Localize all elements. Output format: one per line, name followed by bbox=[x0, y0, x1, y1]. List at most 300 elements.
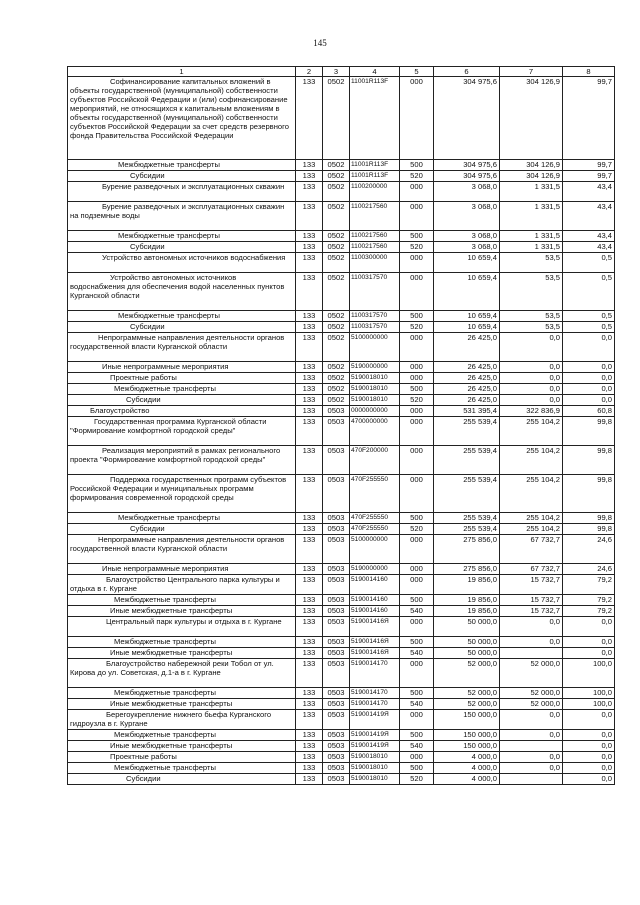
target-article-cell: 519001416Я bbox=[350, 617, 400, 637]
target-article-cell: 5190018010 bbox=[350, 752, 400, 763]
target-article-cell: 11001R113F bbox=[350, 77, 400, 160]
section-code-cell: 0503 bbox=[323, 710, 350, 730]
row-name-cell: Субсидии bbox=[68, 242, 296, 253]
expense-type-cell: 500 bbox=[400, 231, 434, 242]
execution-percent-cell: 0,0 bbox=[563, 741, 615, 752]
chapter-code-cell: 133 bbox=[296, 406, 323, 417]
execution-percent-cell: 99,8 bbox=[563, 446, 615, 475]
executed-amount-cell: 52 000,0 bbox=[500, 659, 563, 688]
chapter-code-cell: 133 bbox=[296, 322, 323, 333]
planned-amount-cell: 255 539,4 bbox=[434, 513, 500, 524]
section-code-cell: 0503 bbox=[323, 752, 350, 763]
chapter-code-cell: 133 bbox=[296, 311, 323, 322]
planned-amount-cell: 19 856,0 bbox=[434, 575, 500, 595]
execution-percent-cell: 0,5 bbox=[563, 322, 615, 333]
section-code-cell: 0502 bbox=[323, 333, 350, 362]
expense-type-cell: 520 bbox=[400, 524, 434, 535]
col-header: 5 bbox=[400, 67, 434, 77]
expense-type-cell: 000 bbox=[400, 475, 434, 513]
executed-amount-cell bbox=[500, 741, 563, 752]
planned-amount-cell: 10 659,4 bbox=[434, 253, 500, 273]
table-row bbox=[68, 659, 615, 688]
chapter-code-cell: 133 bbox=[296, 564, 323, 575]
table-row bbox=[68, 564, 615, 575]
table-row bbox=[68, 730, 615, 741]
execution-percent-cell: 99,8 bbox=[563, 417, 615, 446]
planned-amount-cell: 26 425,0 bbox=[434, 373, 500, 384]
expense-type-cell: 500 bbox=[400, 384, 434, 395]
row-name-cell: Берегоукрепление нижнего бьефа Курганского гидроузла в г. Кургане bbox=[68, 710, 296, 730]
row-name-cell: Иные межбюджетные трансферты bbox=[68, 606, 296, 617]
expense-type-cell: 500 bbox=[400, 763, 434, 774]
executed-amount-cell: 0,0 bbox=[500, 637, 563, 648]
section-code-cell: 0502 bbox=[323, 253, 350, 273]
chapter-code-cell: 133 bbox=[296, 699, 323, 710]
executed-amount-cell: 304 126,9 bbox=[500, 171, 563, 182]
section-code-cell: 0502 bbox=[323, 322, 350, 333]
section-code-cell: 0502 bbox=[323, 182, 350, 202]
section-code-cell: 0503 bbox=[323, 637, 350, 648]
col-header: 1 bbox=[68, 67, 296, 77]
table-row bbox=[68, 362, 615, 373]
target-article-cell: 519001419Я bbox=[350, 730, 400, 741]
executed-amount-cell: 1 331,5 bbox=[500, 231, 563, 242]
executed-amount-cell: 15 732,7 bbox=[500, 575, 563, 595]
section-code-cell: 0503 bbox=[323, 417, 350, 446]
section-code-cell: 0502 bbox=[323, 160, 350, 171]
executed-amount-cell: 0,0 bbox=[500, 617, 563, 637]
planned-amount-cell: 3 068,0 bbox=[434, 242, 500, 253]
table-row bbox=[68, 160, 615, 171]
target-article-cell: 5190018010 bbox=[350, 763, 400, 774]
target-article-cell: 1100317570 bbox=[350, 273, 400, 311]
executed-amount-cell: 255 104,2 bbox=[500, 524, 563, 535]
chapter-code-cell: 133 bbox=[296, 475, 323, 513]
planned-amount-cell: 255 539,4 bbox=[434, 446, 500, 475]
table-row bbox=[68, 311, 615, 322]
table-row bbox=[68, 273, 615, 311]
row-name-cell: Субсидии bbox=[68, 524, 296, 535]
table-row bbox=[68, 406, 615, 417]
target-article-cell: 1100300000 bbox=[350, 253, 400, 273]
chapter-code-cell: 133 bbox=[296, 333, 323, 362]
expense-type-cell: 000 bbox=[400, 659, 434, 688]
expense-type-cell: 540 bbox=[400, 606, 434, 617]
row-name-cell: Поддержка государственных программ субъектов Российской Федерации и муниципальных программ формирования современной городской среды bbox=[68, 475, 296, 513]
section-code-cell: 0503 bbox=[323, 535, 350, 564]
chapter-code-cell: 133 bbox=[296, 160, 323, 171]
row-name-cell: Межбюджетные трансферты bbox=[68, 730, 296, 741]
target-article-cell: 1100217560 bbox=[350, 231, 400, 242]
row-name-cell: Межбюджетные трансферты bbox=[68, 637, 296, 648]
section-code-cell: 0502 bbox=[323, 373, 350, 384]
table-row bbox=[68, 648, 615, 659]
execution-percent-cell: 79,2 bbox=[563, 606, 615, 617]
execution-percent-cell: 43,4 bbox=[563, 231, 615, 242]
execution-percent-cell: 0,0 bbox=[563, 752, 615, 763]
target-article-cell: 5190014170 bbox=[350, 659, 400, 688]
target-article-cell: 519001419Я bbox=[350, 710, 400, 730]
executed-amount-cell: 52 000,0 bbox=[500, 688, 563, 699]
executed-amount-cell: 15 732,7 bbox=[500, 595, 563, 606]
row-name-cell: Устройство автономных источников водоснабжения для обеспечения водой населенных пунктов Курганской области bbox=[68, 273, 296, 311]
chapter-code-cell: 133 bbox=[296, 752, 323, 763]
target-article-cell: 519001416Я bbox=[350, 648, 400, 659]
row-name-cell: Реализация мероприятий в рамках регионального проекта "Формирование комфортной городской среды" bbox=[68, 446, 296, 475]
row-name-cell: Иные непрограммные мероприятия bbox=[68, 362, 296, 373]
chapter-code-cell: 133 bbox=[296, 384, 323, 395]
col-header: 6 bbox=[434, 67, 500, 77]
expense-type-cell: 520 bbox=[400, 242, 434, 253]
section-code-cell: 0503 bbox=[323, 741, 350, 752]
planned-amount-cell: 150 000,0 bbox=[434, 741, 500, 752]
planned-amount-cell: 150 000,0 bbox=[434, 730, 500, 741]
execution-percent-cell: 43,4 bbox=[563, 242, 615, 253]
table-row bbox=[68, 699, 615, 710]
planned-amount-cell: 304 975,6 bbox=[434, 77, 500, 160]
target-article-cell: 470F255550 bbox=[350, 513, 400, 524]
target-article-cell: 519001416Я bbox=[350, 637, 400, 648]
section-code-cell: 0502 bbox=[323, 171, 350, 182]
planned-amount-cell: 50 000,0 bbox=[434, 617, 500, 637]
row-name-cell: Благоустройство bbox=[68, 406, 296, 417]
table-row bbox=[68, 333, 615, 362]
table-row bbox=[68, 524, 615, 535]
planned-amount-cell: 26 425,0 bbox=[434, 362, 500, 373]
chapter-code-cell: 133 bbox=[296, 182, 323, 202]
executed-amount-cell: 67 732,7 bbox=[500, 564, 563, 575]
section-code-cell: 0502 bbox=[323, 311, 350, 322]
execution-percent-cell: 0,0 bbox=[563, 763, 615, 774]
executed-amount-cell: 0,0 bbox=[500, 373, 563, 384]
col-header: 2 bbox=[296, 67, 323, 77]
planned-amount-cell: 26 425,0 bbox=[434, 395, 500, 406]
chapter-code-cell: 133 bbox=[296, 648, 323, 659]
table-row bbox=[68, 688, 615, 699]
target-article-cell: 470F200000 bbox=[350, 446, 400, 475]
chapter-code-cell: 133 bbox=[296, 373, 323, 384]
execution-percent-cell: 100,0 bbox=[563, 659, 615, 688]
executed-amount-cell bbox=[500, 648, 563, 659]
executed-amount-cell: 304 126,9 bbox=[500, 160, 563, 171]
table-row bbox=[68, 446, 615, 475]
target-article-cell: 5190000000 bbox=[350, 564, 400, 575]
section-code-cell: 0503 bbox=[323, 475, 350, 513]
expense-type-cell: 540 bbox=[400, 741, 434, 752]
target-article-cell: 1100217560 bbox=[350, 242, 400, 253]
table-row bbox=[68, 710, 615, 730]
row-name-cell: Благоустройство Центрального парка культуры и отдыха в г. Кургане bbox=[68, 575, 296, 595]
expense-type-cell: 000 bbox=[400, 362, 434, 373]
target-article-cell: 11001R113F bbox=[350, 160, 400, 171]
chapter-code-cell: 133 bbox=[296, 535, 323, 564]
expense-type-cell: 000 bbox=[400, 182, 434, 202]
table-row bbox=[68, 182, 615, 202]
target-article-cell: 11001R113F bbox=[350, 171, 400, 182]
section-code-cell: 0503 bbox=[323, 659, 350, 688]
executed-amount-cell: 0,0 bbox=[500, 763, 563, 774]
planned-amount-cell: 19 856,0 bbox=[434, 595, 500, 606]
row-name-cell: Непрограммные направления деятельности органов государственной власти Курганской области bbox=[68, 333, 296, 362]
planned-amount-cell: 4 000,0 bbox=[434, 774, 500, 785]
executed-amount-cell: 255 104,2 bbox=[500, 446, 563, 475]
chapter-code-cell: 133 bbox=[296, 688, 323, 699]
execution-percent-cell: 0,0 bbox=[563, 362, 615, 373]
row-name-cell: Государственная программа Курганской области "Формирование комфортной городской среды" bbox=[68, 417, 296, 446]
executed-amount-cell: 0,0 bbox=[500, 395, 563, 406]
target-article-cell: 5100000000 bbox=[350, 535, 400, 564]
execution-percent-cell: 99,8 bbox=[563, 524, 615, 535]
section-code-cell: 0503 bbox=[323, 688, 350, 699]
execution-percent-cell: 43,4 bbox=[563, 202, 615, 231]
chapter-code-cell: 133 bbox=[296, 253, 323, 273]
chapter-code-cell: 133 bbox=[296, 446, 323, 475]
target-article-cell: 5190014170 bbox=[350, 699, 400, 710]
expense-type-cell: 500 bbox=[400, 513, 434, 524]
row-name-cell: Субсидии bbox=[68, 322, 296, 333]
section-code-cell: 0503 bbox=[323, 524, 350, 535]
table-row bbox=[68, 606, 615, 617]
row-name-cell: Софинансирование капитальных вложений в объекты государственной (муниципальной) собственности субъектов Российской Федерации и (или) софинансирование мероприятий, не относящихся к капитальным вложениям в объекты государственной (муниципальной) собственности субъектов Российской Федерации за счет средств резервного фонда Правительства Российской Федерации bbox=[68, 77, 296, 160]
planned-amount-cell: 10 659,4 bbox=[434, 273, 500, 311]
row-name-cell: Межбюджетные трансферты bbox=[68, 384, 296, 395]
executed-amount-cell: 0,0 bbox=[500, 333, 563, 362]
page-number: 145 bbox=[313, 38, 327, 48]
table-row bbox=[68, 475, 615, 513]
planned-amount-cell: 275 856,0 bbox=[434, 535, 500, 564]
col-header: 3 bbox=[323, 67, 350, 77]
expense-type-cell: 500 bbox=[400, 637, 434, 648]
section-code-cell: 0502 bbox=[323, 384, 350, 395]
chapter-code-cell: 133 bbox=[296, 710, 323, 730]
planned-amount-cell: 52 000,0 bbox=[434, 699, 500, 710]
executed-amount-cell: 255 104,2 bbox=[500, 513, 563, 524]
planned-amount-cell: 52 000,0 bbox=[434, 688, 500, 699]
planned-amount-cell: 50 000,0 bbox=[434, 637, 500, 648]
execution-percent-cell: 99,8 bbox=[563, 513, 615, 524]
expense-type-cell: 000 bbox=[400, 273, 434, 311]
target-article-cell: 5190014160 bbox=[350, 575, 400, 595]
section-code-cell: 0503 bbox=[323, 575, 350, 595]
target-article-cell: 470F255550 bbox=[350, 524, 400, 535]
row-name-cell: Благоустройство набережной реки Тобол от ул. Кирова до ул. Советская, д.1-а в г. Кургане bbox=[68, 659, 296, 688]
executed-amount-cell: 0,0 bbox=[500, 384, 563, 395]
section-code-cell: 0502 bbox=[323, 77, 350, 160]
table-row bbox=[68, 763, 615, 774]
chapter-code-cell: 133 bbox=[296, 417, 323, 446]
section-code-cell: 0503 bbox=[323, 774, 350, 785]
table-row bbox=[68, 231, 615, 242]
expense-type-cell: 500 bbox=[400, 688, 434, 699]
expense-type-cell: 000 bbox=[400, 564, 434, 575]
expense-type-cell: 500 bbox=[400, 595, 434, 606]
row-name-cell: Субсидии bbox=[68, 774, 296, 785]
execution-percent-cell: 0,0 bbox=[563, 637, 615, 648]
expense-type-cell: 000 bbox=[400, 253, 434, 273]
execution-percent-cell: 99,7 bbox=[563, 160, 615, 171]
table-row bbox=[68, 535, 615, 564]
planned-amount-cell: 4 000,0 bbox=[434, 752, 500, 763]
execution-percent-cell: 0,0 bbox=[563, 373, 615, 384]
execution-percent-cell: 79,2 bbox=[563, 595, 615, 606]
execution-percent-cell: 24,6 bbox=[563, 564, 615, 575]
section-code-cell: 0503 bbox=[323, 699, 350, 710]
executed-amount-cell: 255 104,2 bbox=[500, 417, 563, 446]
target-article-cell: 5190018010 bbox=[350, 384, 400, 395]
chapter-code-cell: 133 bbox=[296, 77, 323, 160]
expense-type-cell: 520 bbox=[400, 395, 434, 406]
target-article-cell: 519001419Я bbox=[350, 741, 400, 752]
executed-amount-cell bbox=[500, 774, 563, 785]
planned-amount-cell: 26 425,0 bbox=[434, 384, 500, 395]
section-code-cell: 0502 bbox=[323, 395, 350, 406]
table-row bbox=[68, 77, 615, 160]
section-code-cell: 0502 bbox=[323, 362, 350, 373]
execution-percent-cell: 60,8 bbox=[563, 406, 615, 417]
expense-type-cell: 000 bbox=[400, 752, 434, 763]
chapter-code-cell: 133 bbox=[296, 606, 323, 617]
expense-type-cell: 000 bbox=[400, 535, 434, 564]
target-article-cell: 4700000000 bbox=[350, 417, 400, 446]
execution-percent-cell: 43,4 bbox=[563, 182, 615, 202]
row-name-cell: Проектные работы bbox=[68, 752, 296, 763]
planned-amount-cell: 52 000,0 bbox=[434, 659, 500, 688]
target-article-cell: 1100317570 bbox=[350, 322, 400, 333]
table-row bbox=[68, 417, 615, 446]
row-name-cell: Субсидии bbox=[68, 171, 296, 182]
row-name-cell: Устройство автономных источников водоснабжения bbox=[68, 253, 296, 273]
expense-type-cell: 000 bbox=[400, 710, 434, 730]
table-row bbox=[68, 384, 615, 395]
target-article-cell: 5190014160 bbox=[350, 606, 400, 617]
planned-amount-cell: 275 856,0 bbox=[434, 564, 500, 575]
executed-amount-cell: 53,5 bbox=[500, 253, 563, 273]
row-name-cell: Межбюджетные трансферты bbox=[68, 688, 296, 699]
row-name-cell: Межбюджетные трансферты bbox=[68, 763, 296, 774]
target-article-cell: 5190018010 bbox=[350, 373, 400, 384]
table-row bbox=[68, 741, 615, 752]
row-name-cell: Непрограммные направления деятельности органов государственной власти Курганской области bbox=[68, 535, 296, 564]
table-row bbox=[68, 513, 615, 524]
planned-amount-cell: 304 975,6 bbox=[434, 160, 500, 171]
planned-amount-cell: 10 659,4 bbox=[434, 322, 500, 333]
row-name-cell: Центральный парк культуры и отдыха в г. Кургане bbox=[68, 617, 296, 637]
planned-amount-cell: 531 395,4 bbox=[434, 406, 500, 417]
executed-amount-cell: 0,0 bbox=[500, 730, 563, 741]
section-code-cell: 0503 bbox=[323, 730, 350, 741]
execution-percent-cell: 100,0 bbox=[563, 699, 615, 710]
target-article-cell: 1100317570 bbox=[350, 311, 400, 322]
table-row bbox=[68, 202, 615, 231]
execution-percent-cell: 0,0 bbox=[563, 333, 615, 362]
chapter-code-cell: 133 bbox=[296, 637, 323, 648]
expense-type-cell: 000 bbox=[400, 406, 434, 417]
chapter-code-cell: 133 bbox=[296, 395, 323, 406]
target-article-cell: 5190018010 bbox=[350, 774, 400, 785]
expense-type-cell: 000 bbox=[400, 373, 434, 384]
section-code-cell: 0503 bbox=[323, 763, 350, 774]
planned-amount-cell: 50 000,0 bbox=[434, 648, 500, 659]
expense-type-cell: 500 bbox=[400, 730, 434, 741]
section-code-cell: 0503 bbox=[323, 617, 350, 637]
row-name-cell: Иные межбюджетные трансферты bbox=[68, 741, 296, 752]
executed-amount-cell: 1 331,5 bbox=[500, 182, 563, 202]
section-code-cell: 0503 bbox=[323, 406, 350, 417]
executed-amount-cell: 0,0 bbox=[500, 752, 563, 763]
target-article-cell: 0000000000 bbox=[350, 406, 400, 417]
table-row bbox=[68, 637, 615, 648]
expense-type-cell: 540 bbox=[400, 648, 434, 659]
section-code-cell: 0502 bbox=[323, 202, 350, 231]
table-row bbox=[68, 575, 615, 595]
execution-percent-cell: 99,8 bbox=[563, 475, 615, 513]
table-row bbox=[68, 395, 615, 406]
chapter-code-cell: 133 bbox=[296, 202, 323, 231]
executed-amount-cell: 1 331,5 bbox=[500, 242, 563, 253]
execution-percent-cell: 99,7 bbox=[563, 77, 615, 160]
row-name-cell: Бурение разведочных и эксплуатационных скважин bbox=[68, 182, 296, 202]
row-name-cell: Субсидии bbox=[68, 395, 296, 406]
planned-amount-cell: 255 539,4 bbox=[434, 475, 500, 513]
row-name-cell: Межбюджетные трансферты bbox=[68, 311, 296, 322]
execution-percent-cell: 0,5 bbox=[563, 311, 615, 322]
table-row bbox=[68, 171, 615, 182]
row-name-cell: Межбюджетные трансферты bbox=[68, 231, 296, 242]
table-row bbox=[68, 242, 615, 253]
executed-amount-cell: 53,5 bbox=[500, 311, 563, 322]
table-row bbox=[68, 752, 615, 763]
execution-percent-cell: 79,2 bbox=[563, 575, 615, 595]
execution-percent-cell: 0,0 bbox=[563, 648, 615, 659]
target-article-cell: 5190014170 bbox=[350, 688, 400, 699]
planned-amount-cell: 19 856,0 bbox=[434, 606, 500, 617]
execution-percent-cell: 0,0 bbox=[563, 730, 615, 741]
execution-percent-cell: 0,0 bbox=[563, 710, 615, 730]
executed-amount-cell: 0,0 bbox=[500, 362, 563, 373]
execution-percent-cell: 0,0 bbox=[563, 617, 615, 637]
chapter-code-cell: 133 bbox=[296, 242, 323, 253]
expense-type-cell: 500 bbox=[400, 311, 434, 322]
expense-type-cell: 000 bbox=[400, 446, 434, 475]
expense-type-cell: 000 bbox=[400, 417, 434, 446]
execution-percent-cell: 0,0 bbox=[563, 384, 615, 395]
section-code-cell: 0503 bbox=[323, 446, 350, 475]
planned-amount-cell: 150 000,0 bbox=[434, 710, 500, 730]
expense-type-cell: 000 bbox=[400, 617, 434, 637]
execution-percent-cell: 0,0 bbox=[563, 774, 615, 785]
executed-amount-cell: 255 104,2 bbox=[500, 475, 563, 513]
executed-amount-cell: 67 732,7 bbox=[500, 535, 563, 564]
section-code-cell: 0503 bbox=[323, 564, 350, 575]
expense-type-cell: 500 bbox=[400, 160, 434, 171]
expense-type-cell: 520 bbox=[400, 774, 434, 785]
chapter-code-cell: 133 bbox=[296, 524, 323, 535]
chapter-code-cell: 133 bbox=[296, 617, 323, 637]
executed-amount-cell: 53,5 bbox=[500, 322, 563, 333]
planned-amount-cell: 10 659,4 bbox=[434, 311, 500, 322]
planned-amount-cell: 3 068,0 bbox=[434, 182, 500, 202]
section-code-cell: 0502 bbox=[323, 273, 350, 311]
expense-type-cell: 540 bbox=[400, 699, 434, 710]
row-name-cell: Бурение разведочных и эксплуатационных скважин на подземные воды bbox=[68, 202, 296, 231]
planned-amount-cell: 3 068,0 bbox=[434, 202, 500, 231]
row-name-cell: Иные межбюджетные трансферты bbox=[68, 699, 296, 710]
expense-type-cell: 000 bbox=[400, 202, 434, 231]
section-code-cell: 0503 bbox=[323, 513, 350, 524]
chapter-code-cell: 133 bbox=[296, 362, 323, 373]
row-name-cell: Межбюджетные трансферты bbox=[68, 513, 296, 524]
chapter-code-cell: 133 bbox=[296, 595, 323, 606]
